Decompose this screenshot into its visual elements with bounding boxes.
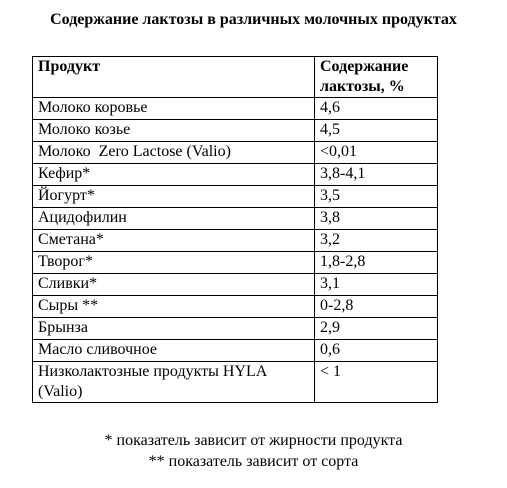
table-row (33, 274, 438, 296)
product-cell: Ацидофилин (33, 208, 315, 230)
product-cell: Сыры ** (33, 296, 315, 318)
footnote-fat: * показатель зависит от жирности продукта (104, 432, 403, 449)
lactose-cell: 4,5 (315, 120, 438, 142)
column-header-lactose: Содержание лактозы, % (315, 57, 438, 98)
document-title: Содержание лактозы в различных молочных продуктах (50, 11, 457, 28)
lactose-cell: 3,1 (315, 274, 438, 296)
table-row (33, 98, 438, 120)
table-header-row (33, 57, 438, 98)
lactose-cell: < 1 (315, 362, 438, 403)
lactose-cell: 4,6 (315, 98, 438, 120)
footnotes (0, 430, 507, 472)
lactose-cell: <0,01 (315, 142, 438, 164)
lactose-cell: 1,8-2,8 (315, 252, 438, 274)
product-cell: Творог* (33, 252, 315, 274)
product-cell: Молоко Zero Lactose (Valio) (33, 142, 315, 164)
table-row (33, 230, 438, 252)
table-row (33, 340, 438, 362)
table-row (33, 186, 438, 208)
product-cell: Сливки* (33, 274, 315, 296)
lactose-cell: 3,5 (315, 186, 438, 208)
product-cell: Молоко коровье (33, 98, 315, 120)
table-row (33, 296, 438, 318)
lactose-cell: 2,9 (315, 318, 438, 340)
footnote-variety: ** показатель зависит от сорта (148, 453, 359, 470)
table-row (33, 318, 438, 340)
table-row (33, 362, 438, 403)
lactose-table (32, 56, 438, 403)
table-row (33, 164, 438, 186)
column-header-product: Продукт (33, 57, 315, 98)
table-row (33, 208, 438, 230)
lactose-cell: 0,6 (315, 340, 438, 362)
product-cell: Брынза (33, 318, 315, 340)
product-cell: Низколактозные продукты HYLA (Valio) (33, 362, 315, 403)
table-row (33, 120, 438, 142)
product-cell: Масло сливочное (33, 340, 315, 362)
product-cell: Молоко козье (33, 120, 315, 142)
product-cell: Йогурт* (33, 186, 315, 208)
lactose-cell: 3,2 (315, 230, 438, 252)
table-row (33, 252, 438, 274)
lactose-cell: 0-2,8 (315, 296, 438, 318)
product-cell: Кефир* (33, 164, 315, 186)
table-row (33, 142, 438, 164)
lactose-cell: 3,8-4,1 (315, 164, 438, 186)
lactose-cell: 3,8 (315, 208, 438, 230)
product-cell: Сметана* (33, 230, 315, 252)
